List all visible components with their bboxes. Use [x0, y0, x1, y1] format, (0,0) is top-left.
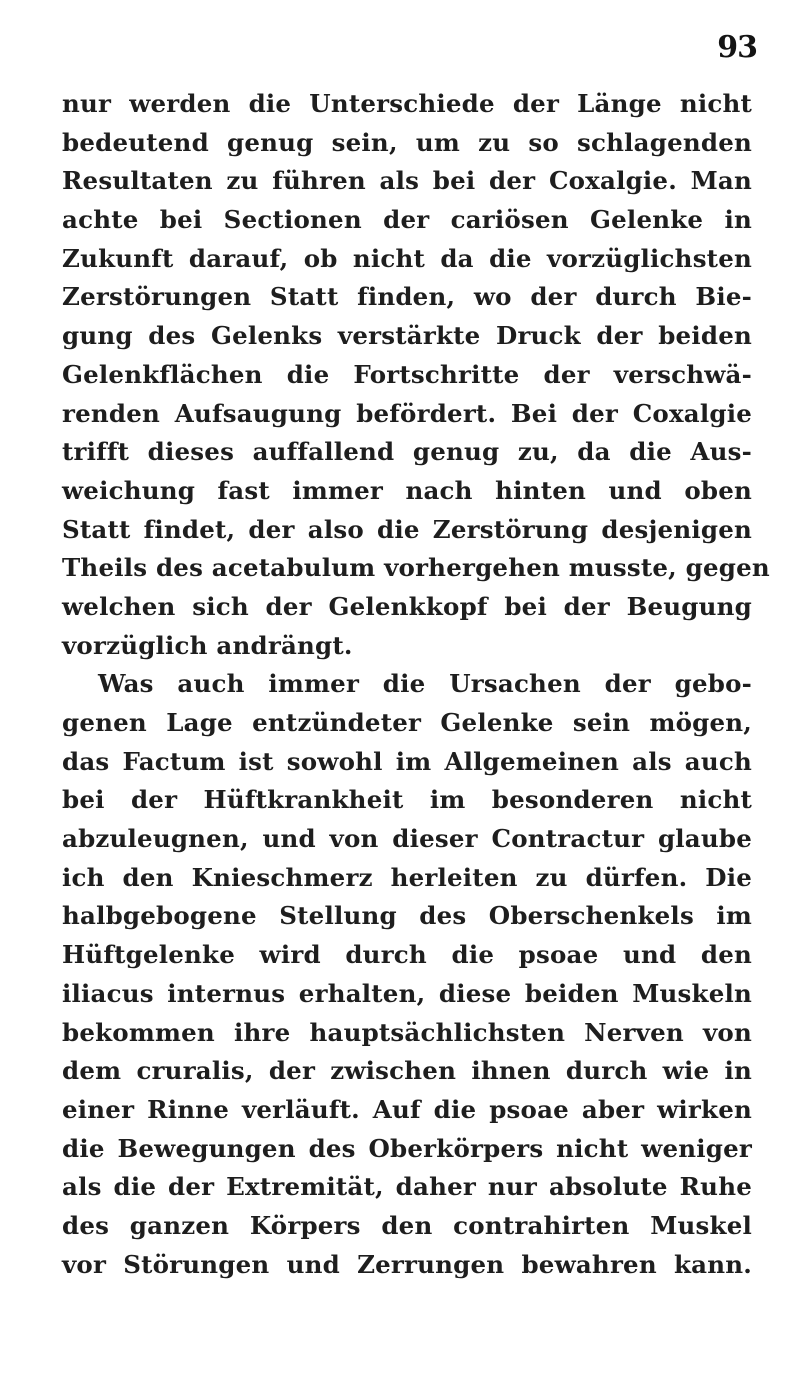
text-line: des ganzen Körpers den contrahirten Muskel	[62, 1210, 752, 1240]
text-line: renden Aufsaugung befördert. Bei der Coxalgie	[62, 398, 752, 428]
text-line: vorzüglich andrängt.	[62, 630, 353, 660]
body-text	[62, 85, 770, 1284]
text-line: iliacus internus erhalten, diese beiden Muskeln	[62, 978, 752, 1008]
text-line: halbgebogene Stellung des Oberschenkels im	[62, 901, 752, 931]
text-line: das Factum ist sowohl im Allgemeinen als auch	[62, 746, 752, 776]
text-line: weichung fast immer nach hinten und oben	[62, 475, 752, 505]
text-line: bedeutend genug sein, um zu so schlagenden	[62, 127, 752, 157]
text-line: Gelenkflächen die Fortschritte der verschwä-	[62, 359, 752, 389]
text-line: Hüftgelenke wird durch die psoae und den	[62, 940, 752, 970]
text-line: einer Rinne verläuft. Auf die psoae aber wirken	[62, 1094, 752, 1124]
text-line: Resultaten zu führen als bei der Coxalgie. Man	[62, 166, 752, 196]
text-line: nur werden die Unterschiede der Länge nicht	[62, 89, 752, 118]
paragraph-1	[62, 85, 770, 665]
text-line: als die der Extremität, daher nur absolute Ruhe	[62, 1172, 752, 1202]
text-line: Theils des acetabulum vorhergehen musste, gegen	[62, 553, 770, 583]
text-line: gung des Gelenks verstärkte Druck der beiden	[62, 321, 752, 351]
text-line: ich den Knieschmerz herleiten zu dürfen. Die	[62, 862, 752, 892]
text-line: Was auch immer die Ursachen der gebo-	[98, 669, 752, 699]
text-line: die Bewegungen des Oberkörpers nicht weniger	[62, 1133, 752, 1163]
text-line: bekommen ihre hauptsächlichsten Nerven von	[62, 1017, 752, 1047]
text-line: welchen sich der Gelenkkopf bei der Beugung	[62, 591, 752, 621]
text-line: abzuleugnen, und von dieser Contractur glaube	[62, 824, 752, 854]
text-line: vor Störungen und Zerrungen bewahren kann.	[62, 1249, 752, 1279]
text-line: genen Lage entzündeter Gelenke sein mögen,	[62, 708, 752, 737]
text-line: Statt findet, der also die Zerstörung desjenigen	[62, 514, 752, 544]
text-line: Zukunft darauf, ob nicht da die vorzüglichsten	[62, 243, 752, 273]
text-line: achte bei Sectionen der cariösen Gelenke in	[62, 205, 752, 235]
text-line: trifft dieses auffallend genug zu, da die Aus-	[62, 437, 752, 467]
text-line: dem cruralis, der zwischen ihnen durch wie in	[62, 1056, 752, 1086]
text-line: Zerstörungen Statt finden, wo der durch Bie-	[62, 282, 752, 312]
page-number: 93	[717, 30, 757, 65]
paragraph-2	[62, 665, 752, 1284]
text-line: bei der Hüftkrankheit im besonderen nicht	[62, 785, 752, 815]
